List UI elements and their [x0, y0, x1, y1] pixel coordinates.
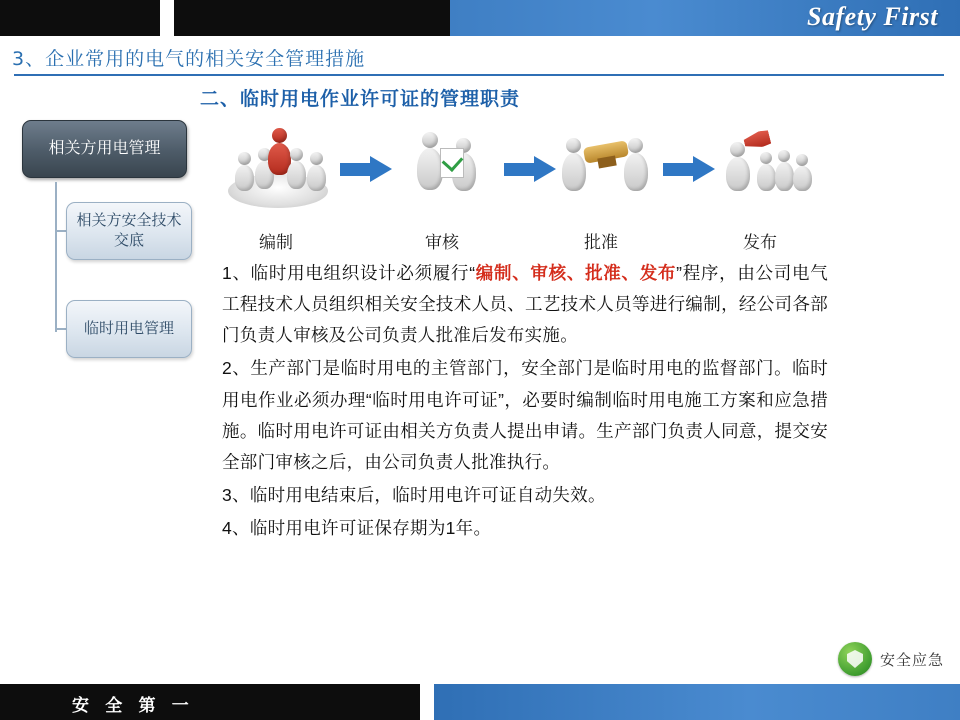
body-text: [222, 258, 828, 546]
bottom-banner: [0, 684, 960, 720]
process-flow-diagram: [216, 118, 836, 218]
tree-node-main[interactable]: 相关方用电管理: [22, 120, 187, 178]
flow-label-1: 编制: [259, 233, 293, 252]
flow-label-2: 审核: [425, 233, 459, 252]
body-paragraph-2: 2、生产部门是临时用电的主管部门，安全部门是临时用电的监督部门。临时用电作业必须办理“临时用电许可证”，必要时编制临时用电施工方案和应急措施。临时用电许可证由相关方负责人提出申请。生产部门负责人同意，提交安全部门审核之后，由公司负责人批准执行。: [222, 358, 828, 472]
flow-arrow-2: [504, 156, 558, 182]
flow-arrow-1: [340, 156, 394, 182]
banner-gap: [160, 0, 174, 36]
body-paragraph-3: 3、临时用电结束后，临时用电许可证自动失效。: [222, 484, 606, 505]
shield-logo-icon: [838, 642, 872, 676]
item1-quote-close: ”: [676, 263, 683, 283]
flow-step-3-icon-group: [554, 118, 662, 210]
header-divider: [14, 74, 944, 76]
flow-arrow-3: [663, 156, 717, 182]
tree-connector-vertical: [55, 182, 57, 332]
item1-highlight: 编制、审核、批准、发布: [475, 263, 677, 283]
body-paragraph-1: [222, 258, 828, 351]
watermark: [838, 642, 944, 676]
flow-step-4-icon-group: [714, 118, 822, 210]
footer-gap: [420, 684, 434, 720]
flow-label-3: 批准: [584, 233, 618, 252]
approve-stamp-icon: [554, 118, 662, 210]
nav-tree: [22, 120, 197, 337]
body-paragraph-4: 4、临时用电许可证保存期为1年。: [222, 518, 492, 539]
footer-block-blue: [434, 684, 960, 720]
top-banner: [0, 0, 960, 36]
tree-node-sub-1[interactable]: 相关方安全技术交底: [66, 202, 192, 260]
flow-step-labels: [216, 228, 836, 254]
item1-suffix: 程序，由公司电气工程技术人员组织相关安全技术人员、工艺技术人员等进行编制，经公司各部门负责人审核及公司负责人批准后发布实施。: [222, 263, 828, 346]
people-group-icon: [224, 118, 332, 210]
watermark-text: 安全应急: [879, 651, 944, 669]
footer-title: 安 全 第 一: [72, 696, 195, 715]
section-number-title: 3、企业常用的电气的相关安全管理措施: [12, 48, 366, 70]
sub-heading: 二、临时用电作业许可证的管理职责: [200, 89, 521, 110]
flow-label-4: 发布: [743, 233, 777, 252]
flow-step-2-icon-group: [396, 118, 504, 210]
banner-block-mid: [174, 0, 450, 36]
megaphone-announce-icon: [714, 118, 822, 210]
banner-title: Safety First: [807, 2, 938, 31]
footer-block-left: [0, 684, 420, 720]
tree-node-sub-2[interactable]: 临时用电管理: [66, 300, 192, 358]
item1-prefix: 1、临时用电组织设计必须履行: [222, 263, 470, 283]
flow-step-1-icon-group: [224, 118, 332, 210]
banner-block-left: [0, 0, 160, 36]
review-check-icon: [396, 118, 504, 210]
item1-quote-open: “: [469, 263, 476, 283]
